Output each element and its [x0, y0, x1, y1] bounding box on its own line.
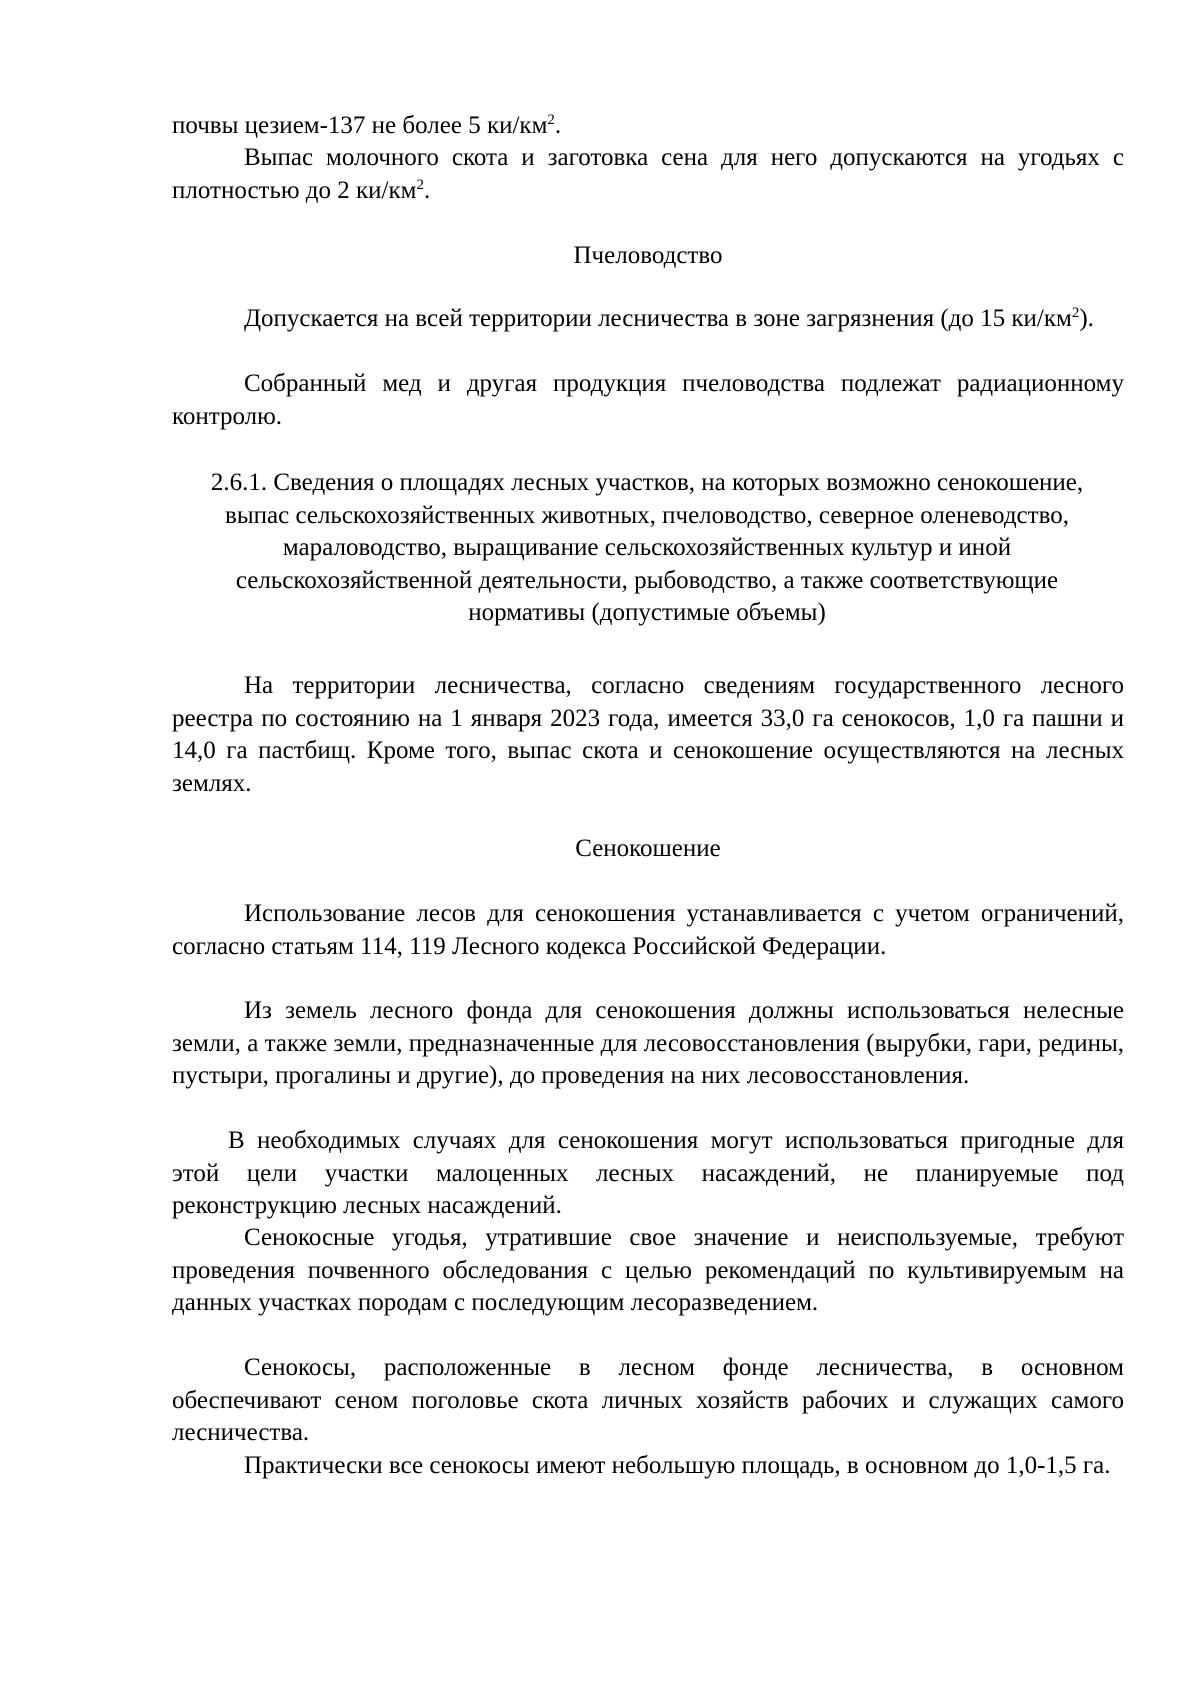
paragraph-land-registry: [172, 670, 1124, 800]
paragraph-honey-control: [172, 368, 1124, 433]
paragraph-text: почвы цезием-137 не более 5 ки/км: [172, 112, 548, 139]
paragraph-tail: .: [423, 176, 431, 204]
paragraph-dairy-grazing: [172, 142, 1124, 207]
heading-beekeeping: Пчеловодство: [573, 242, 723, 269]
paragraph-haymaking-rules: [172, 898, 1124, 963]
paragraph-tail: .: [554, 112, 562, 139]
paragraph-hayfield-size: [172, 1450, 1124, 1483]
paragraph-text: Выпас молочного скота и заготовка сена для него допускаются на угодьях с плотностью до 2 ки/км: [172, 144, 1124, 204]
section-heading-2-6-1-block: [178, 467, 1116, 630]
superscript: 2: [1071, 305, 1080, 321]
paragraph-text: Сенокосные угодья, утратившие свое значение и неиспользуемые, требуют проведения почвенного обследования с целью рекомендаций по культивируемым на данных участках породам с последующим лесоразведением.: [172, 1224, 1124, 1316]
superscript: 2: [547, 112, 555, 128]
paragraph-unused-hayfields: [172, 1222, 1124, 1320]
paragraph-text: Из земель лесного фонда для сенокошения должны использоваться нелесные земли, а также земли, предназначенные для лесовосстановления (вырубки, гари, редины, пустыри, прогалины и другие), до проведения на них лесовосстановления.: [172, 997, 1124, 1089]
paragraph-text: Практически все сенокосы имеют небольшую площадь, в основном до 1,0-1,5 га.: [244, 1452, 1111, 1479]
paragraph-non-forest-lands: [172, 995, 1124, 1093]
paragraph-text: Допускается на всей территории лесничества в зоне загрязнения (до 15 ки/км: [244, 305, 1072, 332]
heading-haymaking-block: [172, 833, 1124, 865]
paragraph-hayfields-supply: [172, 1352, 1124, 1450]
superscript: 2: [416, 176, 424, 193]
paragraph-text: В необходимых случаях для сенокошения могут использоваться пригодные для этой цели участки малоценных лесных насаждений, не планируемые под реконструкцию лесных насаждений.: [172, 1127, 1124, 1219]
paragraph-text: Собранный мед и другая продукция пчеловодства подлежат радиационному контролю.: [172, 370, 1124, 430]
paragraph-cesium-limit: [172, 110, 1124, 143]
paragraph-tail: ).: [1079, 305, 1094, 332]
paragraph-beekeeping-allowed: [172, 303, 1124, 336]
paragraph-text: Сенокосы, расположенные в лесном фонде лесничества, в основном обеспечивают сеном поголовье скота личных хозяйств рабочих и служащих самого лесничества.: [172, 1354, 1124, 1446]
paragraph-text: На территории лесничества, согласно сведениям государственного лесного реестра по состоянию на 1 января 2023 года, имеется 33,0 га сенокосов, 1,0 га пашни и 14,0 га пастбищ. Кроме того, выпас скота и сенокошение осуществляются на лесных землях.: [172, 672, 1124, 797]
heading-beekeeping-block: [172, 240, 1124, 272]
heading-haymaking: Сенокошение: [575, 835, 721, 862]
section-heading-2-6-1: 2.6.1. Сведения о площадях лесных участков, на которых возможно сенокошение, выпас сельскохозяйственных животных, пчеловодство, северное оленеводство, мараловодство, выращивание сельскохозяйственных культур и иной сельскохозяйственной деятельности, рыбоводство, а также соответствующие нормативы (допустимые объемы): [210, 469, 1084, 626]
paragraph-low-value-stands: [172, 1125, 1124, 1223]
paragraph-text: Использование лесов для сенокошения устанавливается с учетом ограничений, согласно статьям 114, 119 Лесного кодекса Российской Федерации.: [172, 900, 1124, 960]
